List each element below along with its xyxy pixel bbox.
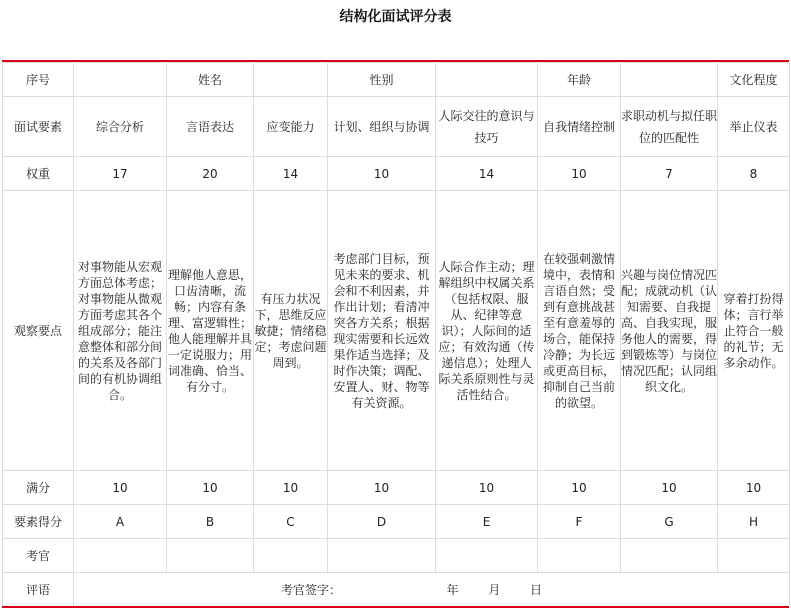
row-label: 观察要点 [3, 191, 74, 471]
examiner-cell [74, 539, 167, 573]
observe-cell: 在较强刺激情境中，表情和言语自然；受到有意挑战甚至有意羞辱的场合，能保持冷静；为长远或更高目标，抑制自己当前的欲望。 [538, 191, 621, 471]
score-cell: C [254, 505, 328, 539]
observe-row [3, 191, 790, 471]
page-title: 结构化面试评分表 [339, 9, 452, 25]
observe-cell: 有压力状况下，思维反应敏捷；情绪稳定；考虑问题周到。 [254, 191, 328, 471]
observe-cell: 人际合作主动；理解组织中权属关系（包括权限、服从、纪律等意识）；人际间的适应；有效沟通（传递信息）；处理人际关系原则性与灵活性结合。 [436, 191, 538, 471]
element-prefix: 自 [542, 119, 555, 134]
header-cell: 性别 [328, 63, 436, 97]
header-cell [436, 63, 538, 97]
weight-cell: 17 [74, 157, 167, 191]
observe-cell: 理解他人意思，口齿清晰，流畅；内容有条理、富逻辑性；他人能理解并具一定说服力；用词准确、恰当、有分寸。 [167, 191, 254, 471]
score-table [2, 62, 790, 607]
full-score-cell: 10 [436, 471, 538, 505]
signature-cell [74, 573, 790, 607]
examiner-cell [436, 539, 538, 573]
row-label: 满分 [3, 471, 74, 505]
weight-cell: 14 [254, 157, 328, 191]
bottom-rule [2, 606, 789, 608]
element-cell: 人际交往的意识与技巧 [436, 97, 538, 157]
observe-cell: 穿着打扮得体；言行举止符合一般的礼节；无多余动作。 [718, 191, 790, 471]
examiner-cell [718, 539, 790, 573]
examiner-row [3, 539, 790, 573]
weight-cell: 14 [436, 157, 538, 191]
observe-cell: 对事物能从宏观方面总体考虑；对事物能从微观方面考虑其各个组成部分；能注意整体和部分间的关系及各部门间的有机协调组合。 [74, 191, 167, 471]
weight-cell: 10 [328, 157, 436, 191]
element-cell: 举止仪表 [718, 97, 790, 157]
score-cell: G [621, 505, 718, 539]
header-cell: 序号 [3, 63, 74, 97]
date-day: 日 [530, 582, 543, 597]
examiner-cell [538, 539, 621, 573]
element-cell: 应变能力 [254, 97, 328, 157]
row-label: 评语 [3, 573, 74, 607]
comment-row [3, 573, 790, 607]
header-cell: 姓名 [167, 63, 254, 97]
element-cell: 综合分析 [74, 97, 167, 157]
examiner-cell [254, 539, 328, 573]
weight-cell: 8 [718, 157, 790, 191]
header-row [3, 63, 790, 97]
weight-row [3, 157, 790, 191]
full-score-row [3, 471, 790, 505]
score-cell: E [436, 505, 538, 539]
full-score-cell: 10 [538, 471, 621, 505]
score-cell: H [718, 505, 790, 539]
full-score-cell: 10 [621, 471, 718, 505]
element-cell: 言语表达 [167, 97, 254, 157]
observe-cell: 考虑部门目标，预见未来的要求、机会和不利因素，并作出计划；看清冲突各方关系；根据现实需要和长远效果作适当选择；及时作决策；调配、安置人、财、物等有关资源。 [328, 191, 436, 471]
score-cell: A [74, 505, 167, 539]
full-score-cell: 10 [328, 471, 436, 505]
element-text: 我情绪控制 [555, 119, 616, 134]
score-cell: F [538, 505, 621, 539]
elements-row [3, 97, 790, 157]
element-cell [538, 97, 621, 157]
observe-cell: 兴趣与岗位情况匹配；成就动机（认知需要、自我提高、自我实现，服务他人的需要，得到锻炼等）与岗位情况匹配；认同组织文化。 [621, 191, 718, 471]
date-month: 月 [488, 582, 501, 597]
row-label: 权重 [3, 157, 74, 191]
score-row [3, 505, 790, 539]
element-cell: 求职动机与拟任职位的匹配性 [621, 97, 718, 157]
score-cell: D [328, 505, 436, 539]
full-score-cell: 10 [74, 471, 167, 505]
element-cell: 计划、组织与协调 [328, 97, 436, 157]
row-label: 面试要素 [3, 97, 74, 157]
score-cell: B [167, 505, 254, 539]
weight-cell: 10 [538, 157, 621, 191]
header-cell [621, 63, 718, 97]
date-year: 年 [446, 582, 459, 597]
examiner-cell [167, 539, 254, 573]
header-cell: 文化程度 [718, 63, 790, 97]
full-score-cell: 10 [254, 471, 328, 505]
full-score-cell: 10 [718, 471, 790, 505]
weight-cell: 20 [167, 157, 254, 191]
signature-label: 考官签字： [280, 582, 341, 597]
examiner-cell [621, 539, 718, 573]
row-label: 要素得分 [3, 505, 74, 539]
header-cell [254, 63, 328, 97]
weight-cell: 7 [621, 157, 718, 191]
row-label: 考官 [3, 539, 74, 573]
header-cell: 年龄 [538, 63, 621, 97]
examiner-cell [328, 539, 436, 573]
full-score-cell: 10 [167, 471, 254, 505]
header-cell [74, 63, 167, 97]
